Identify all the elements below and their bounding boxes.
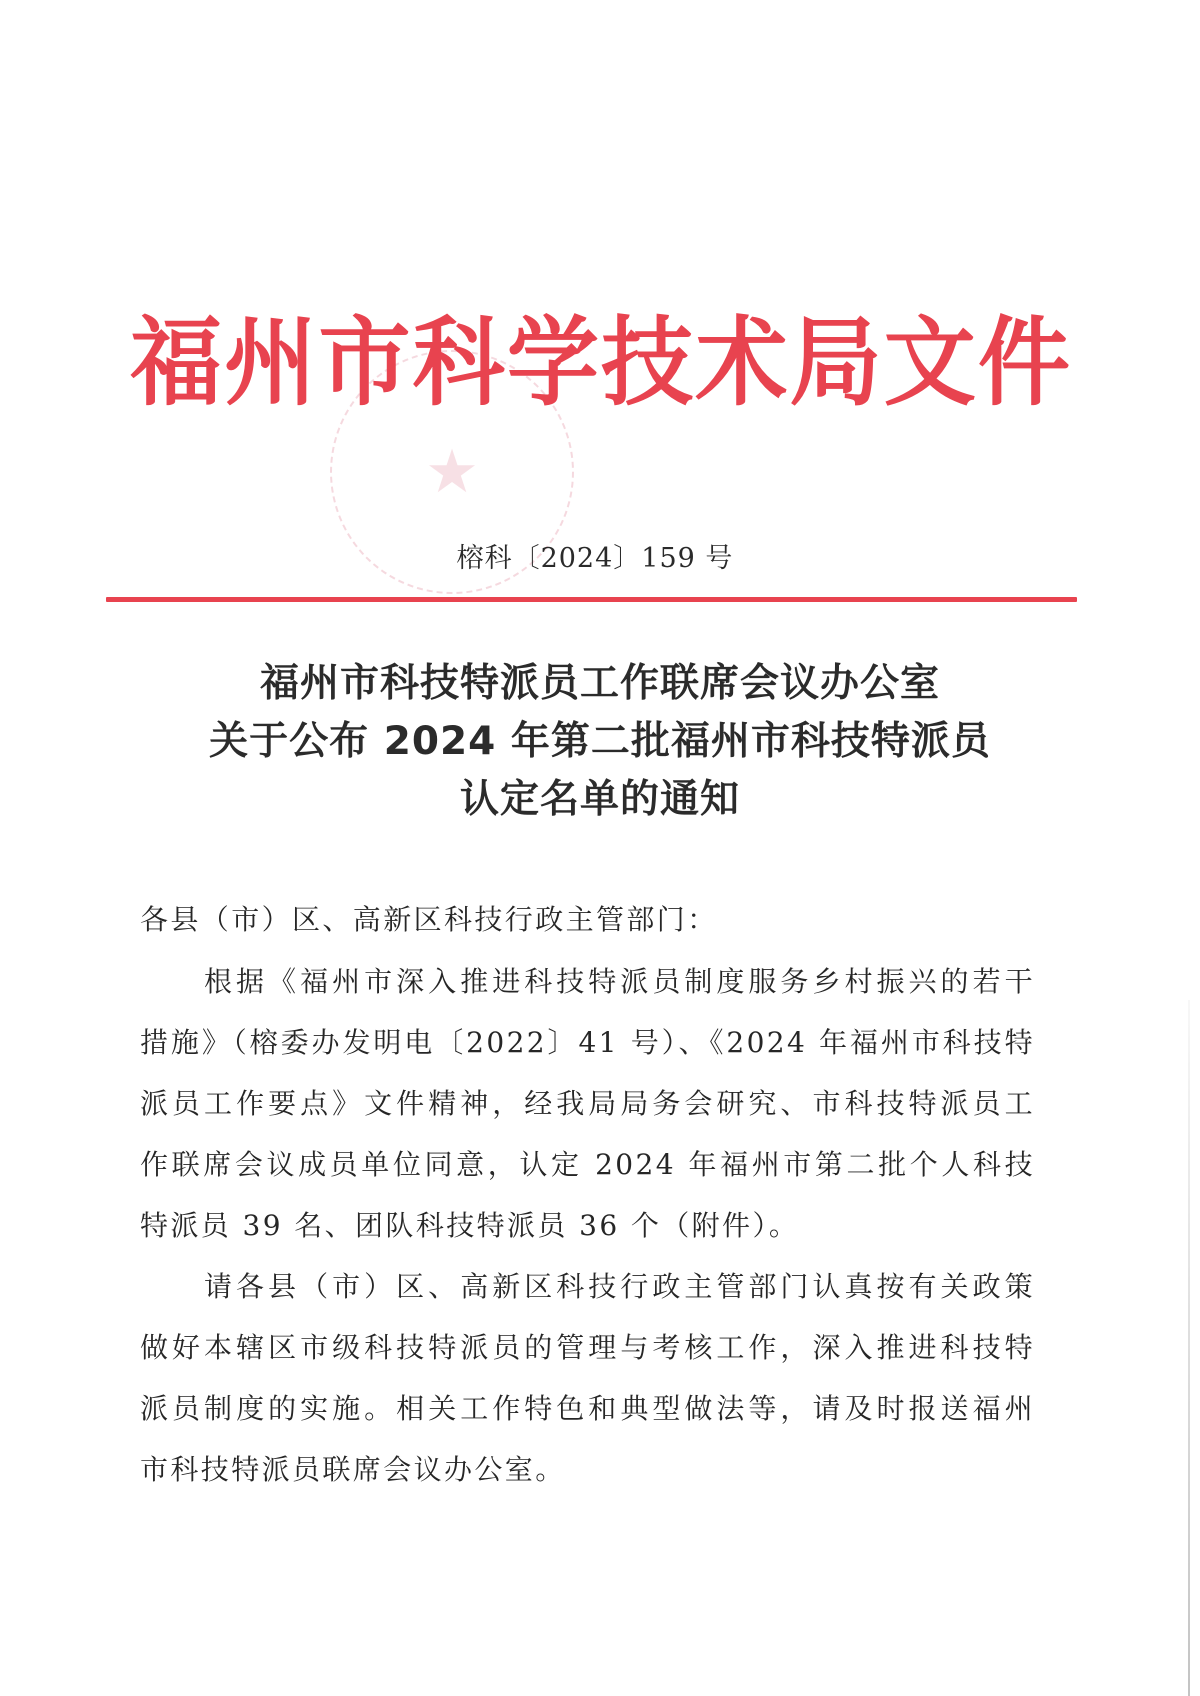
scan-edge-line (1188, 1000, 1190, 1696)
paragraph-2-line-2: 做好本辖区市级科技特派员的管理与考核工作，深入推进科技特 (140, 1331, 1035, 1364)
masthead-char: 局 (789, 305, 882, 420)
masthead-char: 学 (506, 305, 599, 420)
masthead-title (130, 300, 1070, 420)
masthead-char: 科 (412, 305, 505, 420)
paragraph-1-line-2: 措施》（榕委办发明电〔2022〕41 号）、《2024 年福州市科技特 (140, 1026, 1035, 1059)
paragraph-1-line-5: 特派员 39 名、团队科技特派员 36 个（附件）。 (140, 1209, 800, 1242)
masthead-char: 文 (883, 305, 976, 420)
document-number (0, 536, 1200, 575)
paragraph-1-line-3: 派员工作要点》文件精神，经我局局务会研究、市科技特派员工 (140, 1087, 1035, 1120)
paragraph-2-line-1: 请各县（市）区、高新区科技行政主管部门认真按有关政策 (204, 1270, 1035, 1303)
notice-title-line-1: 福州市科技特派员工作联席会议办公室 (259, 661, 940, 706)
paragraph-2-line-4: 市科技特派员联席会议办公室。 (140, 1453, 566, 1486)
masthead-char: 福 (130, 305, 223, 420)
seal-star-icon: ★ (425, 437, 479, 507)
paragraph-2-line-3: 派员制度的实施。相关工作特色和典型做法等，请及时报送福州 (140, 1392, 1035, 1425)
notice-title-line-2: 关于公布 2024 年第二批福州市科技特派员 (209, 719, 991, 764)
masthead-char: 术 (695, 305, 788, 420)
paragraph-1-line-4: 作联席会议成员单位同意，认定 2024 年福州市第二批个人科技 (140, 1148, 1035, 1181)
masthead-char: 市 (318, 305, 411, 420)
document-number-text: 榕科〔2024〕159 号 (456, 543, 734, 574)
salutation: 各县（市）区、高新区科技行政主管部门： (140, 903, 718, 936)
notice-title-line-3: 认定名单的通知 (459, 777, 740, 822)
masthead-char: 件 (977, 305, 1070, 420)
paragraph-1-line-1: 根据《福州市深入推进科技特派员制度服务乡村振兴的若干 (204, 965, 1035, 998)
red-separator-rule (106, 597, 1077, 602)
masthead-char: 技 (601, 305, 694, 420)
masthead-char: 州 (224, 305, 317, 420)
